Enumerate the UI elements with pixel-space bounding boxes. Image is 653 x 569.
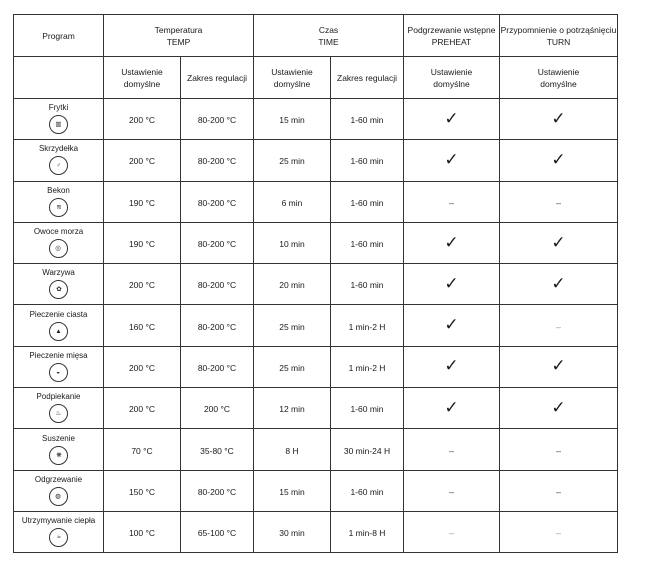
temp-range-cell-value: 80-200 °C — [197, 321, 237, 332]
turn-cell — [500, 181, 618, 222]
temp-range-cell-value: 35-80 °C — [200, 445, 234, 456]
time-range-cell — [331, 346, 404, 387]
temp-default-cell — [104, 388, 181, 429]
preheat-cell — [404, 388, 500, 429]
temp-range-cell-value: 80-200 °C — [197, 362, 237, 373]
turn-cell-value: ✓ — [551, 356, 566, 376]
temp-range-cell-value: 80-200 °C — [197, 115, 237, 126]
program-cell — [14, 264, 104, 305]
temperature-header: Temperatura TEMP — [104, 15, 254, 57]
bacon-icon-glyph: ≋ — [55, 204, 62, 211]
turn-cell-value: ✓ — [551, 108, 566, 128]
temp-default-cell-value: 70 °C — [131, 445, 153, 456]
chicken-wing-icon-glyph: ♂ — [56, 162, 61, 170]
program-cell — [14, 470, 104, 511]
program-name: Frytki — [48, 103, 69, 113]
turn-header: Przypomnienie o potrząśnięciu TURN — [500, 15, 618, 57]
time-range-cell-value: 1 min-2 H — [348, 321, 386, 332]
time-range-cell — [331, 429, 404, 470]
time-default-cell — [254, 429, 331, 470]
temp-range-cell-value: 80-200 °C — [197, 156, 237, 167]
temp-default-cell-value: 200 °C — [128, 115, 156, 126]
time-range-cell-value: 1 min-8 H — [348, 528, 386, 539]
preheat-cell-value: ✓ — [444, 356, 459, 376]
preheat-cell-value: – — [448, 445, 454, 456]
time-default-cell-value: 25 min — [279, 321, 305, 332]
program-cell — [14, 140, 104, 181]
temp-range-cell-value: 80-200 °C — [197, 486, 237, 497]
turn-cell — [500, 264, 618, 305]
table-row — [14, 429, 618, 470]
turn-default-subheader: Ustawienie domyślne — [500, 57, 618, 99]
table-row — [14, 181, 618, 222]
time-range-cell — [331, 99, 404, 140]
table-row — [14, 470, 618, 511]
table-row — [14, 388, 618, 429]
time-default-cell — [254, 222, 331, 263]
temp-default-cell — [104, 346, 181, 387]
turn-cell — [500, 305, 618, 346]
program-name: Bekon — [47, 185, 70, 195]
temp-default-cell — [104, 140, 181, 181]
time-range-cell — [331, 181, 404, 222]
preheat-cell-value: – — [448, 197, 454, 208]
temp-default-cell — [104, 222, 181, 263]
turn-cell — [500, 511, 618, 552]
program-cell — [14, 305, 104, 346]
temp-default-cell-value: 190 °C — [128, 239, 156, 250]
program-name: Owoce morza — [33, 227, 84, 237]
time-default-cell — [254, 181, 331, 222]
program-name: Podpiekanie — [36, 392, 81, 402]
vegetables-icon — [49, 280, 68, 299]
temp-default-cell-value: 200 °C — [128, 280, 156, 291]
turn-cell — [500, 470, 618, 511]
temp-range-cell-value: 80-200 °C — [197, 280, 237, 291]
bacon-icon — [49, 198, 68, 217]
cake-icon — [49, 322, 68, 341]
turn-cell — [500, 99, 618, 140]
preheat-default-subheader: Ustawienie domyślne — [404, 57, 500, 99]
temp-default-cell — [104, 99, 181, 140]
temp-range-cell — [181, 305, 254, 346]
preheat-cell — [404, 264, 500, 305]
preheat-cell — [404, 181, 500, 222]
keep-warm-icon — [49, 528, 68, 547]
time-range-cell-value: 1-60 min — [350, 239, 384, 250]
preheat-cell-value: ✓ — [444, 232, 459, 252]
time-range-cell — [331, 470, 404, 511]
program-name: Suszenie — [42, 433, 75, 443]
temp-range-cell-value: 65-100 °C — [197, 528, 237, 539]
time-default-cell-value: 12 min — [279, 404, 305, 415]
turn-cell-value: ✓ — [551, 397, 566, 417]
temp-default-cell-value: 190 °C — [128, 197, 156, 208]
drying-icon — [49, 446, 68, 465]
time-header: Czas TIME — [254, 15, 404, 57]
program-cell — [14, 181, 104, 222]
time-default-cell-value: 30 min — [279, 528, 305, 539]
meat-icon — [49, 363, 68, 382]
temp-range-cell-value: 200 °C — [203, 404, 231, 415]
turn-cell-value: – — [555, 528, 561, 539]
preheat-cell — [404, 470, 500, 511]
preheat-cell — [404, 511, 500, 552]
vegetables-icon-glyph: ✿ — [55, 286, 62, 293]
reheat-icon — [49, 487, 68, 506]
turn-cell — [500, 140, 618, 181]
time-default-cell — [254, 140, 331, 181]
seafood-icon — [49, 239, 68, 258]
table-row — [14, 264, 618, 305]
program-cell — [14, 511, 104, 552]
temp-default-cell — [104, 470, 181, 511]
temp-range-cell — [181, 511, 254, 552]
temp-default-cell — [104, 429, 181, 470]
program-cell — [14, 429, 104, 470]
turn-cell — [500, 429, 618, 470]
meat-icon-glyph: ◒ — [56, 369, 61, 376]
time-default-cell-value: 25 min — [279, 362, 305, 373]
temp-default-cell-value: 160 °C — [128, 321, 156, 332]
time-default-cell — [254, 470, 331, 511]
time-range-cell — [331, 511, 404, 552]
time-default-cell-value: 20 min — [279, 280, 305, 291]
fries-icon — [49, 115, 68, 134]
preheat-cell-value: – — [448, 486, 454, 497]
time-range-subheader: Zakres regulacji — [331, 57, 404, 99]
table-row — [14, 511, 618, 552]
chicken-wing-icon — [49, 156, 68, 175]
time-default-cell — [254, 511, 331, 552]
temp-default-cell — [104, 181, 181, 222]
preheat-cell — [404, 99, 500, 140]
preheat-cell-value: ✓ — [444, 273, 459, 293]
temp-range-cell — [181, 346, 254, 387]
turn-cell-value: – — [555, 321, 561, 332]
time-default-cell-value: 25 min — [279, 156, 305, 167]
temp-range-cell — [181, 264, 254, 305]
time-range-cell-value: 1-60 min — [350, 404, 384, 415]
table-row — [14, 140, 618, 181]
drying-icon-glyph: ❋ — [55, 451, 62, 459]
time-default-cell-value: 6 min — [281, 197, 303, 208]
temp-range-cell — [181, 470, 254, 511]
preheat-cell-value: ✓ — [444, 397, 459, 417]
time-default-cell — [254, 346, 331, 387]
turn-cell-value: ✓ — [551, 273, 566, 293]
table-row — [14, 346, 618, 387]
time-range-cell — [331, 305, 404, 346]
seafood-icon-glyph: ◎ — [55, 245, 62, 252]
time-range-cell-value: 1-60 min — [350, 486, 384, 497]
time-range-cell — [331, 388, 404, 429]
time-default-cell — [254, 305, 331, 346]
table-row — [14, 222, 618, 263]
program-cell — [14, 222, 104, 263]
time-range-cell-value: 30 min-24 H — [343, 445, 391, 456]
time-range-cell — [331, 222, 404, 263]
temp-default-cell — [104, 264, 181, 305]
preheat-cell-value: ✓ — [444, 149, 459, 169]
temp-range-cell — [181, 140, 254, 181]
turn-cell — [500, 388, 618, 429]
preheat-cell — [404, 346, 500, 387]
preheat-cell — [404, 222, 500, 263]
time-range-cell — [331, 264, 404, 305]
program-name: Utrzymywanie ciepła — [21, 516, 96, 526]
temp-default-cell — [104, 511, 181, 552]
program-subheader-empty — [14, 57, 104, 99]
turn-cell-value: – — [555, 445, 561, 456]
temp-default-subheader: Ustawienie domyślne — [104, 57, 181, 99]
time-range-cell-value: 1 min-2 H — [348, 362, 386, 373]
time-range-cell-value: 1-60 min — [350, 197, 384, 208]
turn-cell-value: – — [555, 197, 561, 208]
temp-default-cell-value: 200 °C — [128, 404, 156, 415]
temp-default-cell-value: 200 °C — [128, 362, 156, 373]
time-range-cell-value: 1-60 min — [350, 280, 384, 291]
temp-range-cell — [181, 181, 254, 222]
time-default-cell — [254, 388, 331, 429]
temp-default-cell-value: 100 °C — [128, 528, 156, 539]
program-name: Odgrzewanie — [34, 474, 83, 484]
cake-icon-glyph: ▲ — [55, 327, 62, 335]
time-default-subheader: Ustawienie domyślne — [254, 57, 331, 99]
temp-range-subheader: Zakres regulacji — [181, 57, 254, 99]
program-name: Warzywa — [42, 268, 75, 278]
time-default-cell-value: 15 min — [279, 115, 305, 126]
temp-range-cell — [181, 388, 254, 429]
reheat-icon-glyph: ◍ — [55, 493, 62, 500]
temp-range-cell — [181, 99, 254, 140]
temp-default-cell-value: 200 °C — [128, 156, 156, 167]
program-name: Pieczenie ciasta — [29, 309, 88, 319]
turn-cell-value: – — [555, 486, 561, 497]
program-name: Skrzydełka — [38, 144, 79, 154]
keep-warm-icon-glyph: ≈ — [56, 534, 61, 541]
table-row — [14, 99, 618, 140]
time-default-cell-value: 8 H — [285, 445, 299, 456]
program-cell — [14, 388, 104, 429]
temp-default-cell-value: 150 °C — [128, 486, 156, 497]
program-header: Program — [14, 15, 104, 57]
fries-icon-glyph: ▥ — [55, 121, 62, 128]
time-range-cell-value: 1-60 min — [350, 156, 384, 167]
preheat-cell-value: ✓ — [444, 315, 459, 335]
preheat-cell — [404, 140, 500, 181]
preheat-header: Podgrzewanie wstępne PREHEAT — [404, 15, 500, 57]
preheat-cell — [404, 429, 500, 470]
preheat-cell — [404, 305, 500, 346]
program-name: Pieczenie mięsa — [29, 350, 88, 360]
time-default-cell-value: 10 min — [279, 239, 305, 250]
turn-cell — [500, 346, 618, 387]
temp-range-cell — [181, 429, 254, 470]
program-settings-table — [13, 14, 618, 553]
table-row — [14, 305, 618, 346]
turn-cell-value: ✓ — [551, 232, 566, 252]
time-default-cell — [254, 99, 331, 140]
preheat-cell-value: – — [448, 528, 454, 539]
time-default-cell-value: 15 min — [279, 486, 305, 497]
toasting-icon — [49, 404, 68, 423]
time-range-cell-value: 1-60 min — [350, 115, 384, 126]
turn-cell — [500, 222, 618, 263]
program-cell — [14, 346, 104, 387]
toasting-icon-glyph: ♨ — [55, 410, 62, 417]
time-range-cell — [331, 140, 404, 181]
temp-range-cell — [181, 222, 254, 263]
temp-range-cell-value: 80-200 °C — [197, 197, 237, 208]
turn-cell-value: ✓ — [551, 149, 566, 169]
temp-default-cell — [104, 305, 181, 346]
program-cell — [14, 99, 104, 140]
temp-range-cell-value: 80-200 °C — [197, 239, 237, 250]
preheat-cell-value: ✓ — [444, 108, 459, 128]
time-default-cell — [254, 264, 331, 305]
